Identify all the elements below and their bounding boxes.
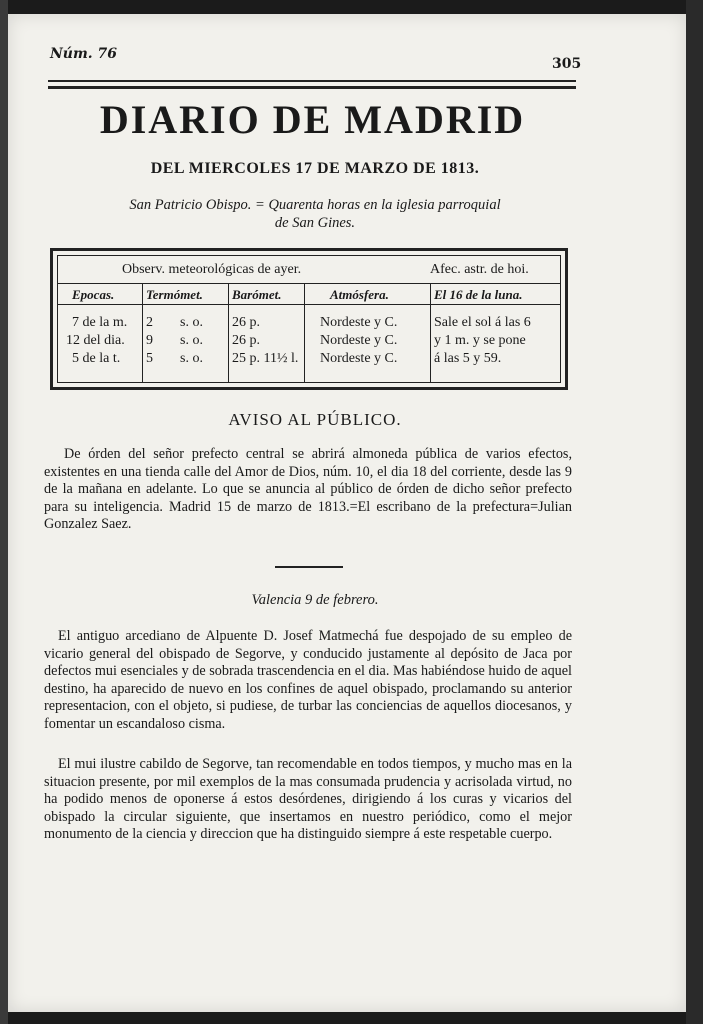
section-separator [275,566,343,568]
weather-table-inner [57,255,561,383]
saint-of-day [60,196,570,232]
article-paragraph-2: El mui ilustre cabildo de Segorve, tan recomendable en todos tiempos, y mucho mas en la situacion presente, por mil exemplos de la mas consumada prudencia y acrisolada virtud, no ha podido menos de oponerse á estos desórdenes, dirigiendo á los curas y vicarios del obispado la circular siguiente, que insertamos en nuestro periódico, como el mejor monumento de la ciencia y direccion que ha distinguido siempre á este respetable cuerpo. [44,756,572,843]
row1-epoca: 7 de la m. [72,315,128,330]
row3-term-num: 5 [146,351,153,366]
row1-barom: 26 p. [232,315,260,330]
row1-atmos: Nordeste y C. [320,315,398,330]
saint-line-2: de San Gines. [274,215,356,231]
column-divider [304,283,305,382]
row2-epoca: 12 del dia. [66,333,125,348]
masthead-rule-thin [48,80,576,82]
luna-line-1: Sale el sol á las 6 [434,315,531,330]
saint-line-1: San Patricio Obispo. = Quarenta horas en la iglesia parroquial [129,197,501,213]
astro-title: Afec. astr. de hoi. [430,262,529,277]
col-atmosfera: Atmósfera. [330,287,389,302]
issue-number: Núm. 76 [50,46,118,62]
column-divider [430,283,431,382]
weather-title: Observ. meteorológicas de ayer. [122,262,302,277]
row3-barom: 25 p. 11½ l. [232,351,299,366]
row3-term-unit: s. o. [180,351,203,366]
aviso-text: De órden del señor prefecto central se abrirá almoneda pública de varios efectos, existentes en una tienda calle del Amor de Dios, núm. 10, el dia 18 del corriente, desde las 9 de la mañana en adelante. Lo que se anuncia al público de órden de dicho señor prefecto para su inteligencia. Madrid 15 de marzo de 1813.=El escribano de la prefectura=Julian Gonzalez Saez. [44,446,572,533]
row3-atmos: Nordeste y C. [320,351,398,366]
row2-atmos: Nordeste y C. [320,333,398,348]
column-divider [228,283,229,382]
weather-table [50,248,568,390]
col-epocas: Epocas. [72,287,115,302]
table-rule [58,283,560,284]
scan-left-edge [0,0,8,1024]
col-termometro: Termómet. [146,287,203,302]
aviso-heading: AVISO AL PÚBLICO. [228,410,402,429]
row2-term-unit: s. o. [180,333,203,348]
row1-term-num: 2 [146,315,153,330]
page-number: 305 [552,56,582,72]
article-paragraph-1: El antiguo arcediano de Alpuente D. Josef Matmechá fue despojado de su empleo de vicario general del obispado de Segorve, y conducido justamente al depósito de Jaca por defectos mui esenciales y de sobrada trascendencia en el dia. Mas habiéndose huido de aquel destino, ha aparecido de nuevo en los confines de aquel obispado, proclamando su anterior representacion, con el objeto, si pudiese, de turbar las conciencias de aquellos diocesanos, y fomentar un escandaloso cisma. [44,628,572,732]
row2-term-num: 9 [146,333,153,348]
col-barometro: Barómet. [232,287,282,302]
col-luna: El 16 de la luna. [434,287,523,302]
article-dateline: Valencia 9 de febrero. [251,592,379,608]
row1-term-unit: s. o. [180,315,203,330]
masthead-rule-thick [48,86,576,89]
newspaper-title: DIARIO DE MADRID [99,97,526,142]
column-divider [142,283,143,382]
issue-date: DEL MIERCOLES 17 DE MARZO DE 1813. [150,160,480,177]
luna-line-3: á las 5 y 59. [434,351,502,366]
row3-epoca: 5 de la t. [72,351,121,366]
table-rule [58,304,560,305]
scan-right-edge [686,0,703,1024]
luna-line-2: y 1 m. y se pone [434,333,526,348]
row2-barom: 26 p. [232,333,260,348]
